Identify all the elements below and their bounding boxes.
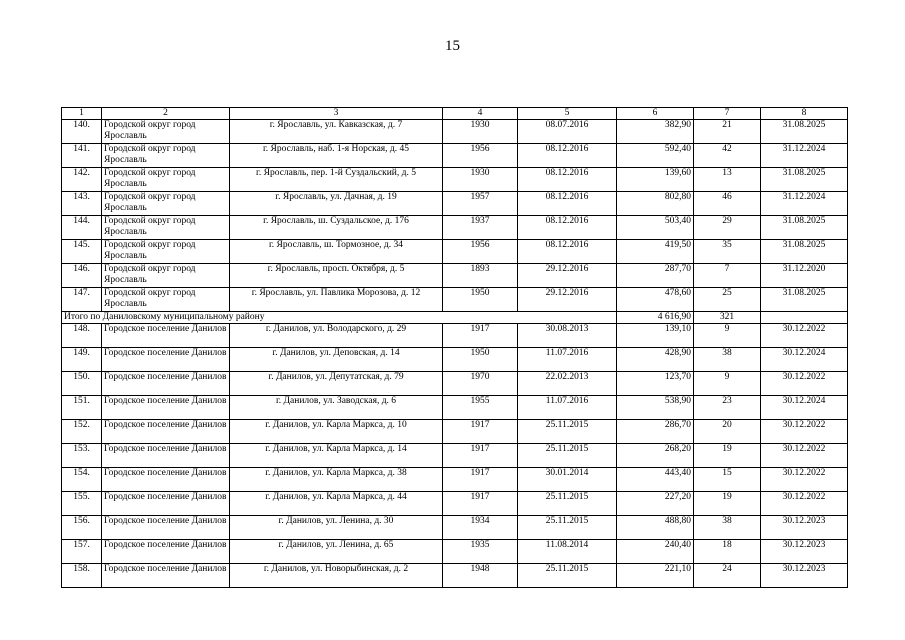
- header-cell: 7: [694, 108, 761, 120]
- area-cell: 139,10: [617, 324, 694, 348]
- area-cell: 538,90: [617, 396, 694, 420]
- table-row: [62, 324, 848, 348]
- address-cell: г. Ярославль, ш. Тормозное, д. 34: [230, 240, 443, 264]
- year-cell: 1930: [443, 120, 518, 144]
- row-number: 153.: [62, 444, 102, 468]
- table-row: [62, 288, 848, 312]
- table-row: [62, 192, 848, 216]
- table-row: [62, 216, 848, 240]
- row-number: 149.: [62, 348, 102, 372]
- deadline-cell: 31.08.2025: [761, 240, 848, 264]
- owner-cell: Городское поселение Данилов: [102, 516, 230, 540]
- area-cell: 221,10: [617, 564, 694, 588]
- people-cell: 15: [694, 468, 761, 492]
- table-row: [62, 444, 848, 468]
- date-cell: 25.11.2015: [518, 516, 617, 540]
- people-cell: 19: [694, 492, 761, 516]
- owner-cell: Городское поселение Данилов: [102, 564, 230, 588]
- owner-cell: Городское поселение Данилов: [102, 324, 230, 348]
- deadline-cell: 31.08.2025: [761, 288, 848, 312]
- date-cell: 25.11.2015: [518, 564, 617, 588]
- year-cell: 1955: [443, 396, 518, 420]
- year-cell: 1950: [443, 288, 518, 312]
- area-cell: 123,70: [617, 372, 694, 396]
- people-cell: 18: [694, 540, 761, 564]
- row-number: 158.: [62, 564, 102, 588]
- date-cell: 08.12.2016: [518, 240, 617, 264]
- people-cell: 7: [694, 264, 761, 288]
- deadline-cell: 30.12.2022: [761, 468, 848, 492]
- year-cell: 1937: [443, 216, 518, 240]
- people-cell: 20: [694, 420, 761, 444]
- owner-cell: Городское поселение Данилов: [102, 372, 230, 396]
- address-cell: г. Ярославль, ул. Дачная, д. 19: [230, 192, 443, 216]
- header-cell: 3: [230, 108, 443, 120]
- area-cell: 419,50: [617, 240, 694, 264]
- header-row: [62, 108, 848, 120]
- table-row: [62, 468, 848, 492]
- row-number: 142.: [62, 168, 102, 192]
- address-cell: г. Данилов, ул. Деповская, д. 14: [230, 348, 443, 372]
- area-cell: 268,20: [617, 444, 694, 468]
- date-cell: 30.01.2014: [518, 468, 617, 492]
- people-cell: 19: [694, 444, 761, 468]
- header-cell: 8: [761, 108, 848, 120]
- deadline-cell: 30.12.2023: [761, 540, 848, 564]
- housing-register-table: [61, 107, 848, 588]
- year-cell: 1956: [443, 144, 518, 168]
- address-cell: г. Данилов, ул. Карла Маркса, д. 38: [230, 468, 443, 492]
- address-cell: г. Ярославль, ул. Павлика Морозова, д. 12: [230, 288, 443, 312]
- deadline-cell: 30.12.2024: [761, 396, 848, 420]
- area-cell: 286,70: [617, 420, 694, 444]
- date-cell: 11.08.2014: [518, 540, 617, 564]
- address-cell: г. Ярославль, наб. 1-я Норская, д. 45: [230, 144, 443, 168]
- owner-cell: Городской округ город Ярославль: [102, 216, 230, 240]
- year-cell: 1956: [443, 240, 518, 264]
- area-cell: 240,40: [617, 540, 694, 564]
- people-cell: 13: [694, 168, 761, 192]
- table-row: [62, 348, 848, 372]
- area-cell: 478,60: [617, 288, 694, 312]
- address-cell: г. Ярославль, пер. 1-й Суздальский, д. 5: [230, 168, 443, 192]
- row-number: 156.: [62, 516, 102, 540]
- table-row: [62, 144, 848, 168]
- total-row: [62, 312, 848, 324]
- date-cell: 08.12.2016: [518, 216, 617, 240]
- total-area: 4 616,90: [617, 312, 694, 324]
- area-cell: 428,90: [617, 348, 694, 372]
- row-number: 155.: [62, 492, 102, 516]
- date-cell: 11.07.2016: [518, 396, 617, 420]
- page-number: 15: [445, 38, 460, 54]
- table-row: [62, 120, 848, 144]
- year-cell: 1934: [443, 516, 518, 540]
- year-cell: 1917: [443, 444, 518, 468]
- area-cell: 139,60: [617, 168, 694, 192]
- date-cell: 08.12.2016: [518, 192, 617, 216]
- row-number: 147.: [62, 288, 102, 312]
- row-number: 144.: [62, 216, 102, 240]
- date-cell: 08.07.2016: [518, 120, 617, 144]
- year-cell: 1950: [443, 348, 518, 372]
- row-number: 143.: [62, 192, 102, 216]
- row-number: 151.: [62, 396, 102, 420]
- row-number: 145.: [62, 240, 102, 264]
- address-cell: г. Данилов, ул. Ленина, д. 65: [230, 540, 443, 564]
- year-cell: 1917: [443, 324, 518, 348]
- deadline-cell: 30.12.2022: [761, 492, 848, 516]
- year-cell: 1948: [443, 564, 518, 588]
- owner-cell: Городской округ город Ярославль: [102, 264, 230, 288]
- total-empty: [761, 312, 848, 324]
- area-cell: 382,90: [617, 120, 694, 144]
- address-cell: г. Данилов, ул. Карла Маркса, д. 14: [230, 444, 443, 468]
- header-cell: 4: [443, 108, 518, 120]
- row-number: 141.: [62, 144, 102, 168]
- people-cell: 25: [694, 288, 761, 312]
- address-cell: г. Данилов, ул. Карла Маркса, д. 44: [230, 492, 443, 516]
- area-cell: 488,80: [617, 516, 694, 540]
- date-cell: 11.07.2016: [518, 348, 617, 372]
- deadline-cell: 30.12.2022: [761, 372, 848, 396]
- date-cell: 22.02.2013: [518, 372, 617, 396]
- deadline-cell: 30.12.2023: [761, 516, 848, 540]
- year-cell: 1930: [443, 168, 518, 192]
- table-row: [62, 492, 848, 516]
- owner-cell: Городской округ город Ярославль: [102, 168, 230, 192]
- people-cell: 38: [694, 516, 761, 540]
- deadline-cell: 31.12.2024: [761, 144, 848, 168]
- owner-cell: Городской округ город Ярославль: [102, 120, 230, 144]
- people-cell: 46: [694, 192, 761, 216]
- owner-cell: Городской округ город Ярославль: [102, 240, 230, 264]
- address-cell: г. Данилов, ул. Володарского, д. 29: [230, 324, 443, 348]
- deadline-cell: 30.12.2023: [761, 564, 848, 588]
- owner-cell: Городской округ город Ярославль: [102, 288, 230, 312]
- deadline-cell: 30.12.2024: [761, 348, 848, 372]
- deadline-cell: 31.08.2025: [761, 120, 848, 144]
- date-cell: 25.11.2015: [518, 420, 617, 444]
- row-number: 157.: [62, 540, 102, 564]
- people-cell: 9: [694, 324, 761, 348]
- table-row: [62, 168, 848, 192]
- header-cell: 1: [62, 108, 102, 120]
- table-row: [62, 564, 848, 588]
- deadline-cell: 30.12.2022: [761, 444, 848, 468]
- address-cell: г. Данилов, ул. Новорыбинская, д. 2: [230, 564, 443, 588]
- date-cell: 29.12.2016: [518, 288, 617, 312]
- address-cell: г. Ярославль, ш. Суздальское, д. 176: [230, 216, 443, 240]
- row-number: 146.: [62, 264, 102, 288]
- deadline-cell: 31.08.2025: [761, 216, 848, 240]
- table-row: [62, 516, 848, 540]
- header-cell: 6: [617, 108, 694, 120]
- date-cell: 30.08.2013: [518, 324, 617, 348]
- row-number: 152.: [62, 420, 102, 444]
- people-cell: 9: [694, 372, 761, 396]
- owner-cell: Городское поселение Данилов: [102, 468, 230, 492]
- address-cell: г. Ярославль, просп. Октября, д. 5: [230, 264, 443, 288]
- area-cell: 503,40: [617, 216, 694, 240]
- deadline-cell: 31.08.2025: [761, 168, 848, 192]
- table-row: [62, 420, 848, 444]
- area-cell: 227,20: [617, 492, 694, 516]
- owner-cell: Городское поселение Данилов: [102, 540, 230, 564]
- address-cell: г. Данилов, ул. Карла Маркса, д. 10: [230, 420, 443, 444]
- table-row: [62, 396, 848, 420]
- header-cell: 2: [102, 108, 230, 120]
- people-cell: 24: [694, 564, 761, 588]
- date-cell: 08.12.2016: [518, 168, 617, 192]
- owner-cell: Городское поселение Данилов: [102, 420, 230, 444]
- owner-cell: Городское поселение Данилов: [102, 492, 230, 516]
- address-cell: г. Данилов, ул. Депутатская, д. 79: [230, 372, 443, 396]
- owner-cell: Городское поселение Данилов: [102, 348, 230, 372]
- row-number: 154.: [62, 468, 102, 492]
- owner-cell: Городское поселение Данилов: [102, 396, 230, 420]
- total-people: 321: [694, 312, 761, 324]
- deadline-cell: 30.12.2022: [761, 420, 848, 444]
- deadline-cell: 30.12.2022: [761, 324, 848, 348]
- address-cell: г. Данилов, ул. Заводская, д. 6: [230, 396, 443, 420]
- table-row: [62, 540, 848, 564]
- table-row: [62, 372, 848, 396]
- area-cell: 802,80: [617, 192, 694, 216]
- year-cell: 1917: [443, 492, 518, 516]
- area-cell: 443,40: [617, 468, 694, 492]
- date-cell: 25.11.2015: [518, 444, 617, 468]
- people-cell: 23: [694, 396, 761, 420]
- row-number: 150.: [62, 372, 102, 396]
- row-number: 148.: [62, 324, 102, 348]
- area-cell: 592,40: [617, 144, 694, 168]
- date-cell: 29.12.2016: [518, 264, 617, 288]
- address-cell: г. Данилов, ул. Ленина, д. 30: [230, 516, 443, 540]
- table-row: [62, 264, 848, 288]
- table-row: [62, 240, 848, 264]
- total-label: Итого по Даниловскому муниципальному району: [62, 312, 617, 324]
- date-cell: 25.11.2015: [518, 492, 617, 516]
- date-cell: 08.12.2016: [518, 144, 617, 168]
- deadline-cell: 31.12.2024: [761, 192, 848, 216]
- year-cell: 1917: [443, 420, 518, 444]
- people-cell: 42: [694, 144, 761, 168]
- people-cell: 29: [694, 216, 761, 240]
- owner-cell: Городской округ город Ярославль: [102, 192, 230, 216]
- address-cell: г. Ярославль, ул. Кавказская, д. 7: [230, 120, 443, 144]
- deadline-cell: 31.12.2020: [761, 264, 848, 288]
- area-cell: 287,70: [617, 264, 694, 288]
- year-cell: 1935: [443, 540, 518, 564]
- year-cell: 1917: [443, 468, 518, 492]
- year-cell: 1957: [443, 192, 518, 216]
- year-cell: 1893: [443, 264, 518, 288]
- header-cell: 5: [518, 108, 617, 120]
- owner-cell: Городской округ город Ярославль: [102, 144, 230, 168]
- year-cell: 1970: [443, 372, 518, 396]
- row-number: 140.: [62, 120, 102, 144]
- people-cell: 21: [694, 120, 761, 144]
- people-cell: 35: [694, 240, 761, 264]
- owner-cell: Городское поселение Данилов: [102, 444, 230, 468]
- people-cell: 38: [694, 348, 761, 372]
